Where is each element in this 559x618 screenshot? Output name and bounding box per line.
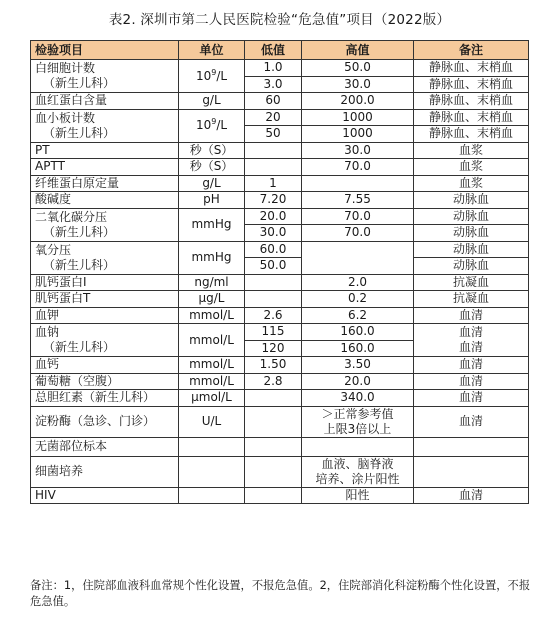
table-title: 表2. 深圳市第二人民医院检验“危急值”项目（2022版） xyxy=(108,12,451,28)
item-cell xyxy=(31,208,179,241)
table-row xyxy=(31,456,529,487)
table-row xyxy=(31,291,529,308)
table-row xyxy=(31,390,529,407)
unit-cell xyxy=(179,487,245,504)
note-cell: 血清 xyxy=(414,357,529,374)
high-cell: 340.0 xyxy=(302,390,414,407)
item-name: HIV xyxy=(31,487,179,504)
high-cell: 160.0 xyxy=(302,324,414,341)
low-cell xyxy=(245,487,302,504)
unit-cell: mmHg xyxy=(179,208,245,241)
unit-cell: mmol/L xyxy=(179,307,245,324)
high-cell: 70.0 xyxy=(302,159,414,176)
high-cell: 20.0 xyxy=(302,373,414,390)
table-row xyxy=(31,241,529,258)
low-cell: 7.20 xyxy=(245,192,302,209)
high-cell: 70.0 xyxy=(302,225,414,242)
table-row xyxy=(31,357,529,374)
unit-cell xyxy=(179,437,245,456)
table-row xyxy=(31,373,529,390)
note-cell: 血浆 xyxy=(414,175,529,192)
table-row xyxy=(31,274,529,291)
high-cell: 3.50 xyxy=(302,357,414,374)
low-cell: 120 xyxy=(245,340,302,357)
high-cell: 1000 xyxy=(302,109,414,126)
item-cell xyxy=(31,109,179,142)
low-cell xyxy=(245,274,302,291)
item-name: 二氧化碳分压 xyxy=(35,209,108,224)
item-subname: （新生儿科） xyxy=(43,257,116,272)
high-cell: 7.55 xyxy=(302,192,414,209)
note-cell: 血浆 xyxy=(414,159,529,176)
table-header-row xyxy=(31,41,529,60)
item-name: 肌钙蛋白I xyxy=(31,274,179,291)
table-row xyxy=(31,175,529,192)
low-cell: 1.50 xyxy=(245,357,302,374)
table-row xyxy=(31,93,529,110)
item-name: 氧分压 xyxy=(35,242,72,257)
note-cell: 静脉血、末梢血 xyxy=(414,126,529,143)
low-cell: 20 xyxy=(245,109,302,126)
note-cell: 动脉血 xyxy=(414,225,529,242)
unit-cell: mmol/L xyxy=(179,324,245,357)
note-cell: 静脉血、末梢血 xyxy=(414,76,529,93)
low-cell xyxy=(245,390,302,407)
item-name: 细菌培养 xyxy=(31,456,179,487)
item-subname: （新生儿科） xyxy=(43,125,116,140)
high-cell: 血液、脑脊液 培养、涂片阳性 xyxy=(302,456,414,487)
unit-cell: ng/ml xyxy=(179,274,245,291)
high-cell: 6.2 xyxy=(302,307,414,324)
unit-cell: $10^9/L$ xyxy=(179,60,245,93)
note-cell xyxy=(414,456,529,487)
unit-cell: 秒（S） xyxy=(179,142,245,159)
note-cell: 动脉血 xyxy=(414,241,529,258)
item-name: 白细胞计数 xyxy=(35,61,96,75)
item-name: 血钙 xyxy=(31,357,179,374)
low-cell: 30.0 xyxy=(245,225,302,242)
note-cell: 血清 xyxy=(414,390,529,407)
low-cell xyxy=(245,406,302,437)
table-row xyxy=(31,109,529,126)
item-subname: （新生儿科） xyxy=(43,224,116,239)
table-row xyxy=(31,208,529,225)
header-high: 高值 xyxy=(302,41,414,60)
low-cell: 50 xyxy=(245,126,302,143)
low-cell: 2.6 xyxy=(245,307,302,324)
high-cell: 1000 xyxy=(302,126,414,143)
high-cell xyxy=(302,437,414,456)
note-cell: 动脉血 xyxy=(414,208,529,225)
item-name: 酸碱度 xyxy=(31,192,179,209)
unit-cell: g/L xyxy=(179,175,245,192)
unit-cell: 秒（S） xyxy=(179,159,245,176)
table-row xyxy=(31,60,529,77)
item-name: 血钠 xyxy=(35,325,60,339)
note-cell: 血清 血清 xyxy=(414,324,529,357)
high-cell: 阳性 xyxy=(302,487,414,504)
low-cell: 1.0 xyxy=(245,60,302,77)
table-row xyxy=(31,487,529,504)
note-cell: 血清 xyxy=(414,487,529,504)
low-cell: 2.8 xyxy=(245,373,302,390)
high-cell xyxy=(302,175,414,192)
high-cell: 160.0 xyxy=(302,340,414,357)
item-cell xyxy=(31,324,179,357)
unit-cell: μg/L xyxy=(179,291,245,308)
note-cell: 静脉血、末梢血 xyxy=(414,60,529,77)
item-name: 淀粉酶（急诊、门诊） xyxy=(31,406,179,437)
table-row xyxy=(31,192,529,209)
note-cell: 抗凝血 xyxy=(414,291,529,308)
low-cell xyxy=(245,437,302,456)
unit-cell xyxy=(179,456,245,487)
item-subname: （新生儿科） xyxy=(43,340,116,354)
note-cell: 静脉血、末梢血 xyxy=(414,109,529,126)
unit-cell: μmol/L xyxy=(179,390,245,407)
item-name: 肌钙蛋白T xyxy=(31,291,179,308)
table-row xyxy=(31,307,529,324)
item-name: 总胆红素（新生儿科） xyxy=(31,390,179,407)
item-name: 血红蛋白含量 xyxy=(31,93,179,110)
low-cell xyxy=(245,159,302,176)
low-cell: 60.0 xyxy=(245,241,302,258)
table-row xyxy=(31,324,529,341)
unit-cell: pH xyxy=(179,192,245,209)
item-cell xyxy=(31,241,179,274)
unit-cell: $10^9/L$ xyxy=(179,109,245,142)
low-cell: 20.0 xyxy=(245,208,302,225)
critical-values-table xyxy=(30,40,529,504)
low-cell: 60 xyxy=(245,93,302,110)
high-cell: 50.0 xyxy=(302,60,414,77)
item-subname: （新生儿科） xyxy=(43,76,116,90)
note-cell: 动脉血 xyxy=(414,258,529,275)
high-cell: 30.0 xyxy=(302,142,414,159)
unit-cell: mmol/L xyxy=(179,357,245,374)
low-cell xyxy=(245,291,302,308)
low-cell: 50.0 xyxy=(245,258,302,275)
unit-cell: g/L xyxy=(179,93,245,110)
table-row xyxy=(31,437,529,456)
item-name: 无菌部位标本 xyxy=(31,437,179,456)
header-low: 低值 xyxy=(245,41,302,60)
item-name: 纤维蛋白原定量 xyxy=(31,175,179,192)
item-name: 葡萄糖（空腹） xyxy=(31,373,179,390)
note-cell: 动脉血 xyxy=(414,192,529,209)
header-item: 检验项目 xyxy=(31,41,179,60)
item-cell xyxy=(31,60,179,93)
high-cell: 0.2 xyxy=(302,291,414,308)
item-name: PT xyxy=(31,142,179,159)
item-name: 血钾 xyxy=(31,307,179,324)
table-row xyxy=(31,159,529,176)
high-cell xyxy=(302,241,414,274)
unit-cell: mmHg xyxy=(179,241,245,274)
note-cell: 抗凝血 xyxy=(414,274,529,291)
note-cell xyxy=(414,437,529,456)
high-cell: 70.0 xyxy=(302,208,414,225)
note-cell: 血清 xyxy=(414,373,529,390)
low-cell xyxy=(245,456,302,487)
footnote: 备注：1，住院部血液科血常规个性化设置，不报危急值。2，住院部消化科淀粉酶个性化设置，不报危急值。 xyxy=(30,579,531,608)
high-cell: 30.0 xyxy=(302,76,414,93)
unit-cell: U/L xyxy=(179,406,245,437)
low-cell xyxy=(245,142,302,159)
high-cell: ＞正常参考值 上限3倍以上 xyxy=(302,406,414,437)
table-row xyxy=(31,406,529,437)
high-cell: 200.0 xyxy=(302,93,414,110)
item-name: 血小板计数 xyxy=(35,110,96,125)
low-cell: 3.0 xyxy=(245,76,302,93)
note-cell: 血清 xyxy=(414,307,529,324)
table-row xyxy=(31,142,529,159)
unit-cell: mmol/L xyxy=(179,373,245,390)
note-cell: 血清 xyxy=(414,406,529,437)
low-cell: 1 xyxy=(245,175,302,192)
item-name: APTT xyxy=(31,159,179,176)
header-note: 备注 xyxy=(414,41,529,60)
note-cell: 静脉血、末梢血 xyxy=(414,93,529,110)
header-unit: 单位 xyxy=(179,41,245,60)
high-cell: 2.0 xyxy=(302,274,414,291)
low-cell: 115 xyxy=(245,324,302,341)
note-cell: 血浆 xyxy=(414,142,529,159)
